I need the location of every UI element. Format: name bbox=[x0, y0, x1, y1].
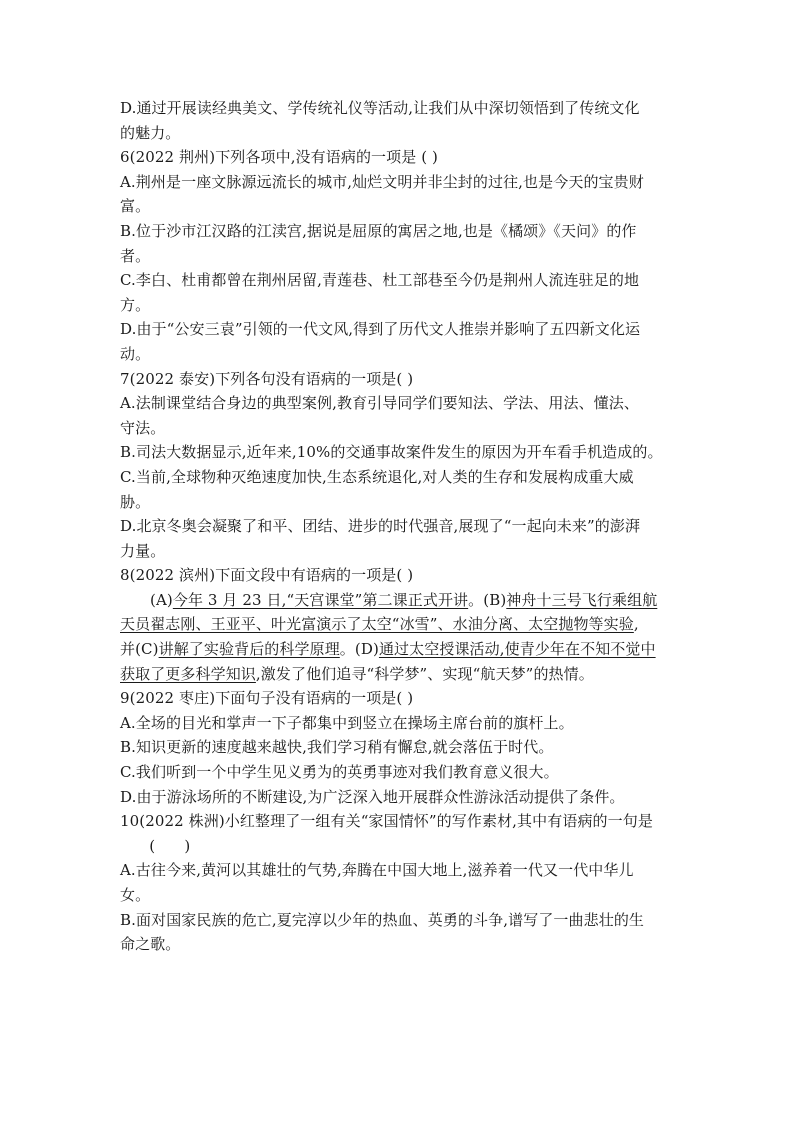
q8-passage-line4: 获取了更多科学知识,激发了他们追寻“科学梦”、实现“航天梦”的热情。 bbox=[120, 664, 594, 683]
marker-a: (A) bbox=[150, 590, 173, 609]
q9-option-c: C.我们听到一个中学生见义勇为的英勇事迹对我们教育意义很大。 bbox=[120, 763, 559, 782]
q6-option-b-line2: 者。 bbox=[120, 246, 151, 265]
q8-passage-line1 bbox=[120, 588, 680, 613]
q6-option-c-line1: C.李白、杜甫都曾在荆州居留,青莲巷、杜工部巷至今仍是荆州人流连驻足的地 bbox=[120, 271, 640, 290]
q5-option-d-line2: 的魅力。 bbox=[120, 123, 181, 142]
q7-option-c-line1: C.当前,全球物种灭绝速度加快,生态系统退化,对人类的生存和发展构成重大威 bbox=[120, 467, 634, 486]
q6-option-c-line2: 方。 bbox=[120, 295, 151, 314]
q7-option-d-line1: D.北京冬奥会凝聚了和平、团结、进步的时代强音,展现了“一起向未来”的澎湃 bbox=[120, 517, 641, 536]
underlined-segment-c: 讲解了实验背后的科学原理 bbox=[158, 640, 340, 659]
q7-option-c-line2: 胁。 bbox=[120, 492, 151, 511]
q9-option-a: A.全场的目光和掌声一下子都集中到竖立在操场主席台前的旗杆上。 bbox=[120, 713, 574, 732]
q10-option-b-line1: B.面对国家民族的危亡,夏完淳以少年的热血、英勇的斗争,谱写了一曲悲壮的生 bbox=[120, 910, 645, 929]
question-9-stem: 9(2022 枣庄)下面句子没有语病的一项是( ) bbox=[120, 689, 414, 708]
q7-option-b: B.司法大数据显示,近年来,10%的交通事故案件发生的原因为开车看手机造成的。 bbox=[120, 443, 663, 462]
q7-option-a-line1: A.法制课堂结合身边的典型案例,教育引导同学们要知法、学法、用法、懂法、 bbox=[120, 394, 639, 413]
underlined-segment-b-part2: 天员翟志刚、王亚平、叶光富演示了太空“冰雪”、水油分离、太空抛物等实验 bbox=[120, 615, 634, 634]
q10-option-a-line2: 女。 bbox=[120, 886, 151, 904]
marker-d: 。(D) bbox=[339, 640, 379, 659]
underlined-segment-d-part2: 获取了更多科学知识 bbox=[120, 664, 256, 683]
q7-option-a-line2: 守法。 bbox=[120, 418, 166, 437]
underlined-segment-d-part1: 通过太空授课活动,使青少年在不知不觉中 bbox=[378, 640, 656, 659]
underlined-segment-a: 今年 3 月 23 日,“天宫课堂”第二课正式开讲 bbox=[172, 590, 469, 609]
question-8-stem: 8(2022 滨州)下面文段中有语病的一项是( ) bbox=[120, 566, 414, 585]
q5-option-d-line1: D.通过开展读经典美文、学传统礼仪等活动,让我们从中深切领悟到了传统文化 bbox=[120, 99, 640, 117]
question-6-stem: 6(2022 荆州)下列各项中,没有语病的一项是 ( ) bbox=[120, 148, 438, 167]
document-body bbox=[120, 96, 680, 957]
q8-passage-line2: 天员翟志刚、王亚平、叶光富演示了太空“冰雪”、水油分离、太空抛物等实验, bbox=[120, 615, 639, 634]
q10-option-a-line1: A.古往今来,黄河以其雄壮的气势,奔腾在中国大地上,滋养着一代又一代中华儿 bbox=[120, 861, 634, 880]
question-7-stem: 7(2022 泰安)下列各句没有语病的一项是( ) bbox=[120, 369, 414, 388]
q7-option-d-line2: 力量。 bbox=[120, 541, 166, 560]
q6-option-b-line1: B.位于沙市江汉路的江渎宫,据说是屈原的寓居之地,也是《橘颂》《天问》的作 bbox=[120, 221, 637, 240]
q9-option-d: D.由于游泳场所的不断建设,为广泛深入地开展群众性游泳活动提供了条件。 bbox=[120, 787, 625, 806]
underlined-segment-b-part1: 神舟十三号飞行乘组航 bbox=[506, 590, 658, 609]
marker-b: 。(B) bbox=[468, 590, 507, 609]
q9-option-b: B.知识更新的速度越来越快,我们学习稍有懈怠,就会落伍于时代。 bbox=[120, 738, 554, 757]
q6-option-a-line1: A.荆州是一座文脉源远流长的城市,灿烂文明并非尘封的过往,也是今天的宝贵财 bbox=[120, 172, 644, 191]
question-10-stem-line2: ( ) bbox=[120, 836, 191, 855]
q6-option-d-line2: 动。 bbox=[120, 344, 151, 363]
q8-passage-line3 bbox=[120, 637, 680, 662]
q6-option-d-line1: D.由于“公安三袁”引领的一代文风,得到了历代文人推崇并影响了五四新文化运 bbox=[120, 320, 641, 339]
question-10-stem-line1: 10(2022 株洲)小红整理了一组有关“家国情怀”的写作素材,其中有语病的一句是 bbox=[120, 812, 653, 831]
q6-option-a-line2: 富。 bbox=[120, 197, 151, 216]
marker-c: 并(C) bbox=[120, 640, 159, 659]
q10-option-b-line2: 命之歌。 bbox=[120, 935, 181, 954]
